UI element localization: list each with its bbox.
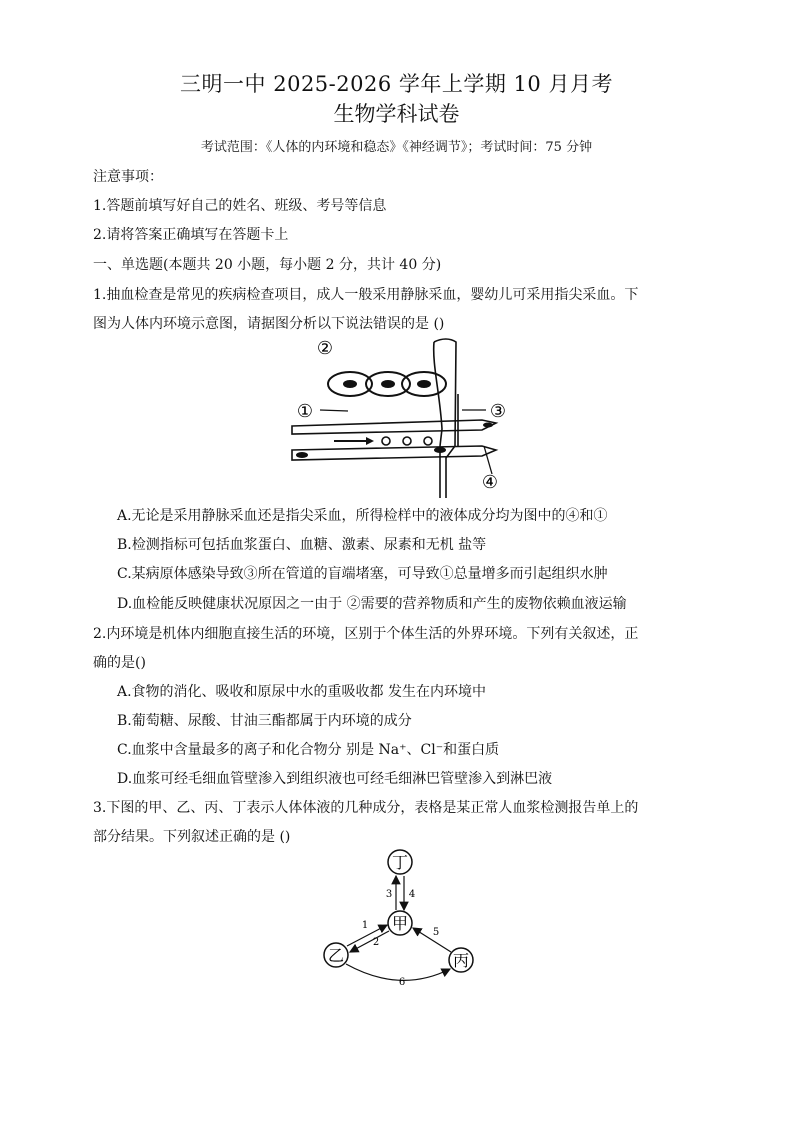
notice-item: 2.请将答案正确填写在答题卡上 bbox=[93, 227, 289, 243]
arrow-label: 4 bbox=[408, 889, 416, 900]
question-3-stem-line: 3.下图的甲、乙、丙、丁表示人体体液的几种成分，表格是某正常人血浆检测报告单上的 bbox=[93, 800, 639, 816]
blood-cell bbox=[424, 437, 432, 445]
question-1-stem-line: 图为人体内环境示意图，请据图分析以下说法错误的是 () bbox=[93, 316, 445, 332]
question-1-option-d: D.血检能反映健康状况原因之一由于 ②需要的营养物质和产生的废物依赖血液运输 bbox=[117, 596, 627, 612]
arrow-label: 5 bbox=[432, 927, 440, 938]
leader-line bbox=[320, 410, 348, 411]
question-1-option-b: B.检测指标可包括血浆蛋白、血糖、激素、尿素和无机 盐等 bbox=[117, 537, 487, 553]
node-label: 乙 bbox=[327, 946, 345, 965]
question-2-option-a: A.食物的消化、吸收和原尿中水的重吸收都 发生在内环境中 bbox=[117, 684, 487, 700]
flow-arrow-head bbox=[366, 437, 374, 445]
notice-heading: 注意事项： bbox=[93, 169, 163, 185]
blood-cell bbox=[403, 437, 411, 445]
exam-scope: 考试范围：《人体的内环境和稳态》《神经调节》；考试时间：75 分钟 bbox=[200, 140, 593, 155]
question-2-option-b: B.葡萄糖、尿酸、甘油三酯都属于内环境的成分 bbox=[117, 713, 412, 729]
fluid-relationship-diagram bbox=[318, 846, 482, 994]
endothelial-nucleus bbox=[483, 423, 493, 428]
notice-item: 1.答题前填写好自己的姓名、班级、考号等信息 bbox=[93, 198, 387, 214]
cell-nucleus bbox=[343, 380, 357, 388]
arrow-label: 1 bbox=[361, 920, 369, 931]
leader-line bbox=[484, 446, 492, 474]
tissue-diagram bbox=[282, 334, 522, 498]
exam-title: 三明一中 2025-2026 学年上学期 10 月月考 bbox=[180, 72, 613, 96]
arrow-label: 3 bbox=[385, 889, 393, 900]
endothelial-nucleus bbox=[434, 447, 446, 453]
arrow-label: 2 bbox=[372, 937, 380, 948]
label-1: ① bbox=[296, 401, 314, 422]
section-heading: 一、单选题(本题共 20 小题，每小题 2 分，共计 40 分) bbox=[93, 257, 442, 273]
blood-cell bbox=[382, 437, 390, 445]
cell-nucleus bbox=[417, 380, 431, 388]
question-2-option-d: D.血浆可经毛细血管壁渗入到组织液也可经毛细淋巴管壁渗入到淋巴液 bbox=[117, 771, 553, 787]
exam-subtitle: 生物学科试卷 bbox=[333, 102, 460, 126]
question-1-stem-line: 1.抽血检查是常见的疾病检查项目，成人一般采用静脉采血，婴幼儿可采用指尖采血。下 bbox=[93, 287, 639, 303]
label-3: ③ bbox=[489, 401, 507, 422]
question-1-option-a: A.无论是采用静脉采血还是指尖采血，所得检样中的液体成分均为图中的④和① bbox=[117, 508, 608, 524]
question-2-option-c: C.血浆中含量最多的离子和化合物分 别是 Na⁺、Cl⁻和蛋白质 bbox=[117, 742, 500, 758]
node-label: 甲 bbox=[391, 914, 409, 933]
node-label: 丁 bbox=[391, 853, 409, 872]
label-2: ② bbox=[316, 338, 334, 359]
cell-nucleus bbox=[381, 380, 395, 388]
endothelial-nucleus bbox=[296, 452, 308, 458]
label-4: ④ bbox=[481, 472, 499, 493]
lymph-vessel bbox=[434, 339, 456, 498]
capillary-wall-bottom bbox=[292, 446, 496, 460]
question-1-option-c: C.某病原体感染导致③所在管道的盲端堵塞，可导致①总量增多而引起组织水肿 bbox=[117, 566, 608, 582]
capillary-wall-top bbox=[292, 420, 496, 434]
question-3-stem-line: 部分结果。下列叙述正确的是 () bbox=[93, 829, 291, 845]
arrow-label: 6 bbox=[398, 977, 406, 988]
node-label: 丙 bbox=[452, 951, 470, 970]
question-2-stem-line: 2.内环境是机体内细胞直接生活的环境，区别于个体生活的外界环境。下列有关叙述，正 bbox=[93, 626, 639, 642]
question-2-stem-line: 确的是() bbox=[93, 655, 146, 671]
